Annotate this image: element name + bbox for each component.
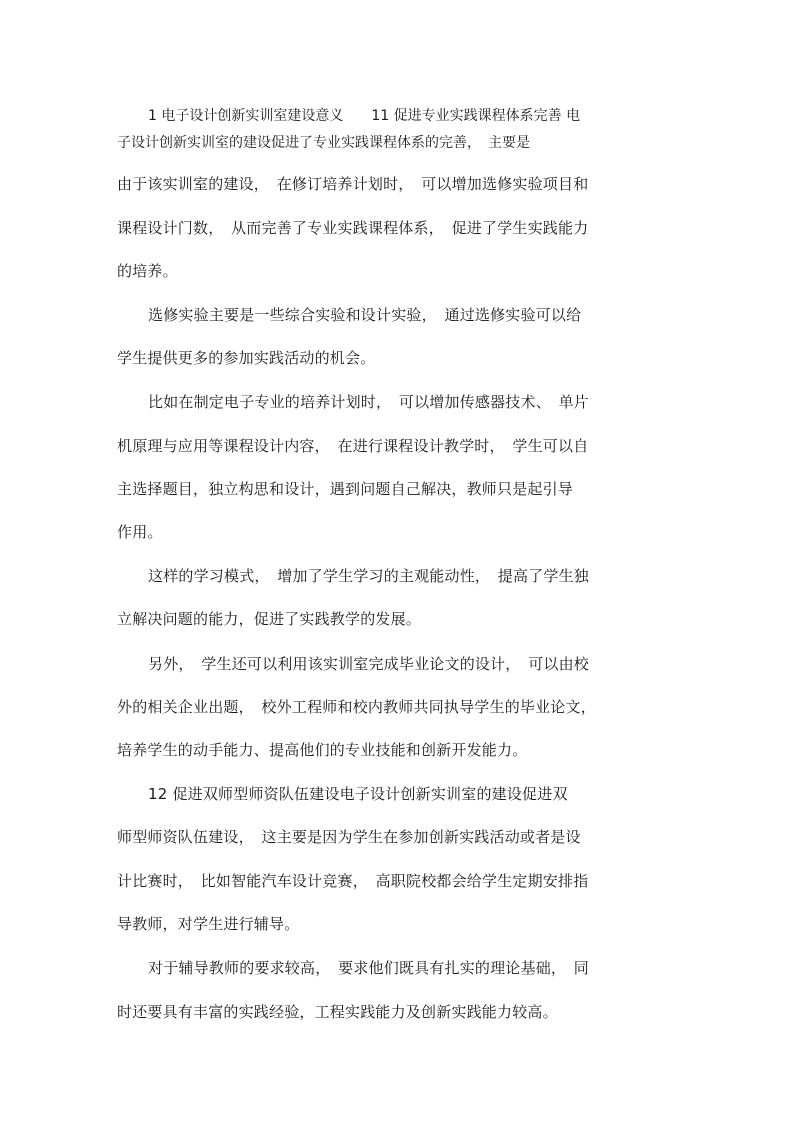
text-line: 学生提供更多的参加实践活动的机会。	[117, 349, 376, 367]
text-line: 机原理与应用等课程设计内容， 在进行课程设计教学时， 学生可以自	[117, 437, 589, 455]
text-line: 培养学生的动手能力、提高他们的专业技能和创新开发能力。	[117, 741, 528, 759]
text-line: 由于该实训室的建设， 在修订培养计划时， 可以增加选修实验项目和	[117, 175, 589, 193]
text-line: 立解决问题的能力，促进了实践教学的发展。	[117, 610, 422, 628]
text-line: 选修实验主要是一些综合实验和设计实验， 通过选修实验可以给	[148, 306, 582, 324]
text-line: 计比赛时， 比如智能汽车设计竞赛， 高职院校都会给学生定期安排指	[117, 872, 589, 890]
text-line: 12 促进双师型师资队伍建设电子设计创新实训室的建设促进双	[148, 785, 568, 803]
text-line: 外的相关企业出题， 校外工程师和校内教师共同执导学生的毕业论文，	[117, 698, 596, 716]
text-line: 的培养。	[117, 262, 178, 280]
text-line: 子设计创新实训室的建设促进了专业实践课程体系的完善， 主要是	[117, 135, 530, 151]
text-line: 比如在制定电子专业的培养计划时， 可以增加传感器技术、 单片	[148, 393, 590, 411]
text-line: 作用。	[117, 523, 163, 541]
text-line: 师型师资队伍建设， 这主要是因为学生在参加创新实践活动或者是设	[117, 828, 581, 846]
text-line: 1 电子设计创新实训室建设意义 11 促进专业实践课程体系完善 电	[148, 108, 581, 124]
text-line: 对于辅导教师的要求较高， 要求他们既具有扎实的理论基础， 同	[148, 959, 590, 977]
text-line: 时还要具有丰富的实践经验，工程实践能力及创新实践能力较高。	[117, 1003, 558, 1021]
text-line: 课程设计门数， 从而完善了专业实践课程体系， 促进了学生实践能力	[117, 219, 589, 237]
text-line: 主选择题目，独立构思和设计，遇到问题自己解决，教师只是起引导	[117, 480, 574, 498]
text-line: 另外， 学生还可以利用该实训室完成毕业论文的设计， 可以由校	[148, 655, 590, 673]
text-line: 这样的学习模式， 增加了学生学习的主观能动性， 提高了学生独	[148, 567, 590, 585]
text-line: 导教师，对学生进行辅导。	[117, 915, 300, 933]
